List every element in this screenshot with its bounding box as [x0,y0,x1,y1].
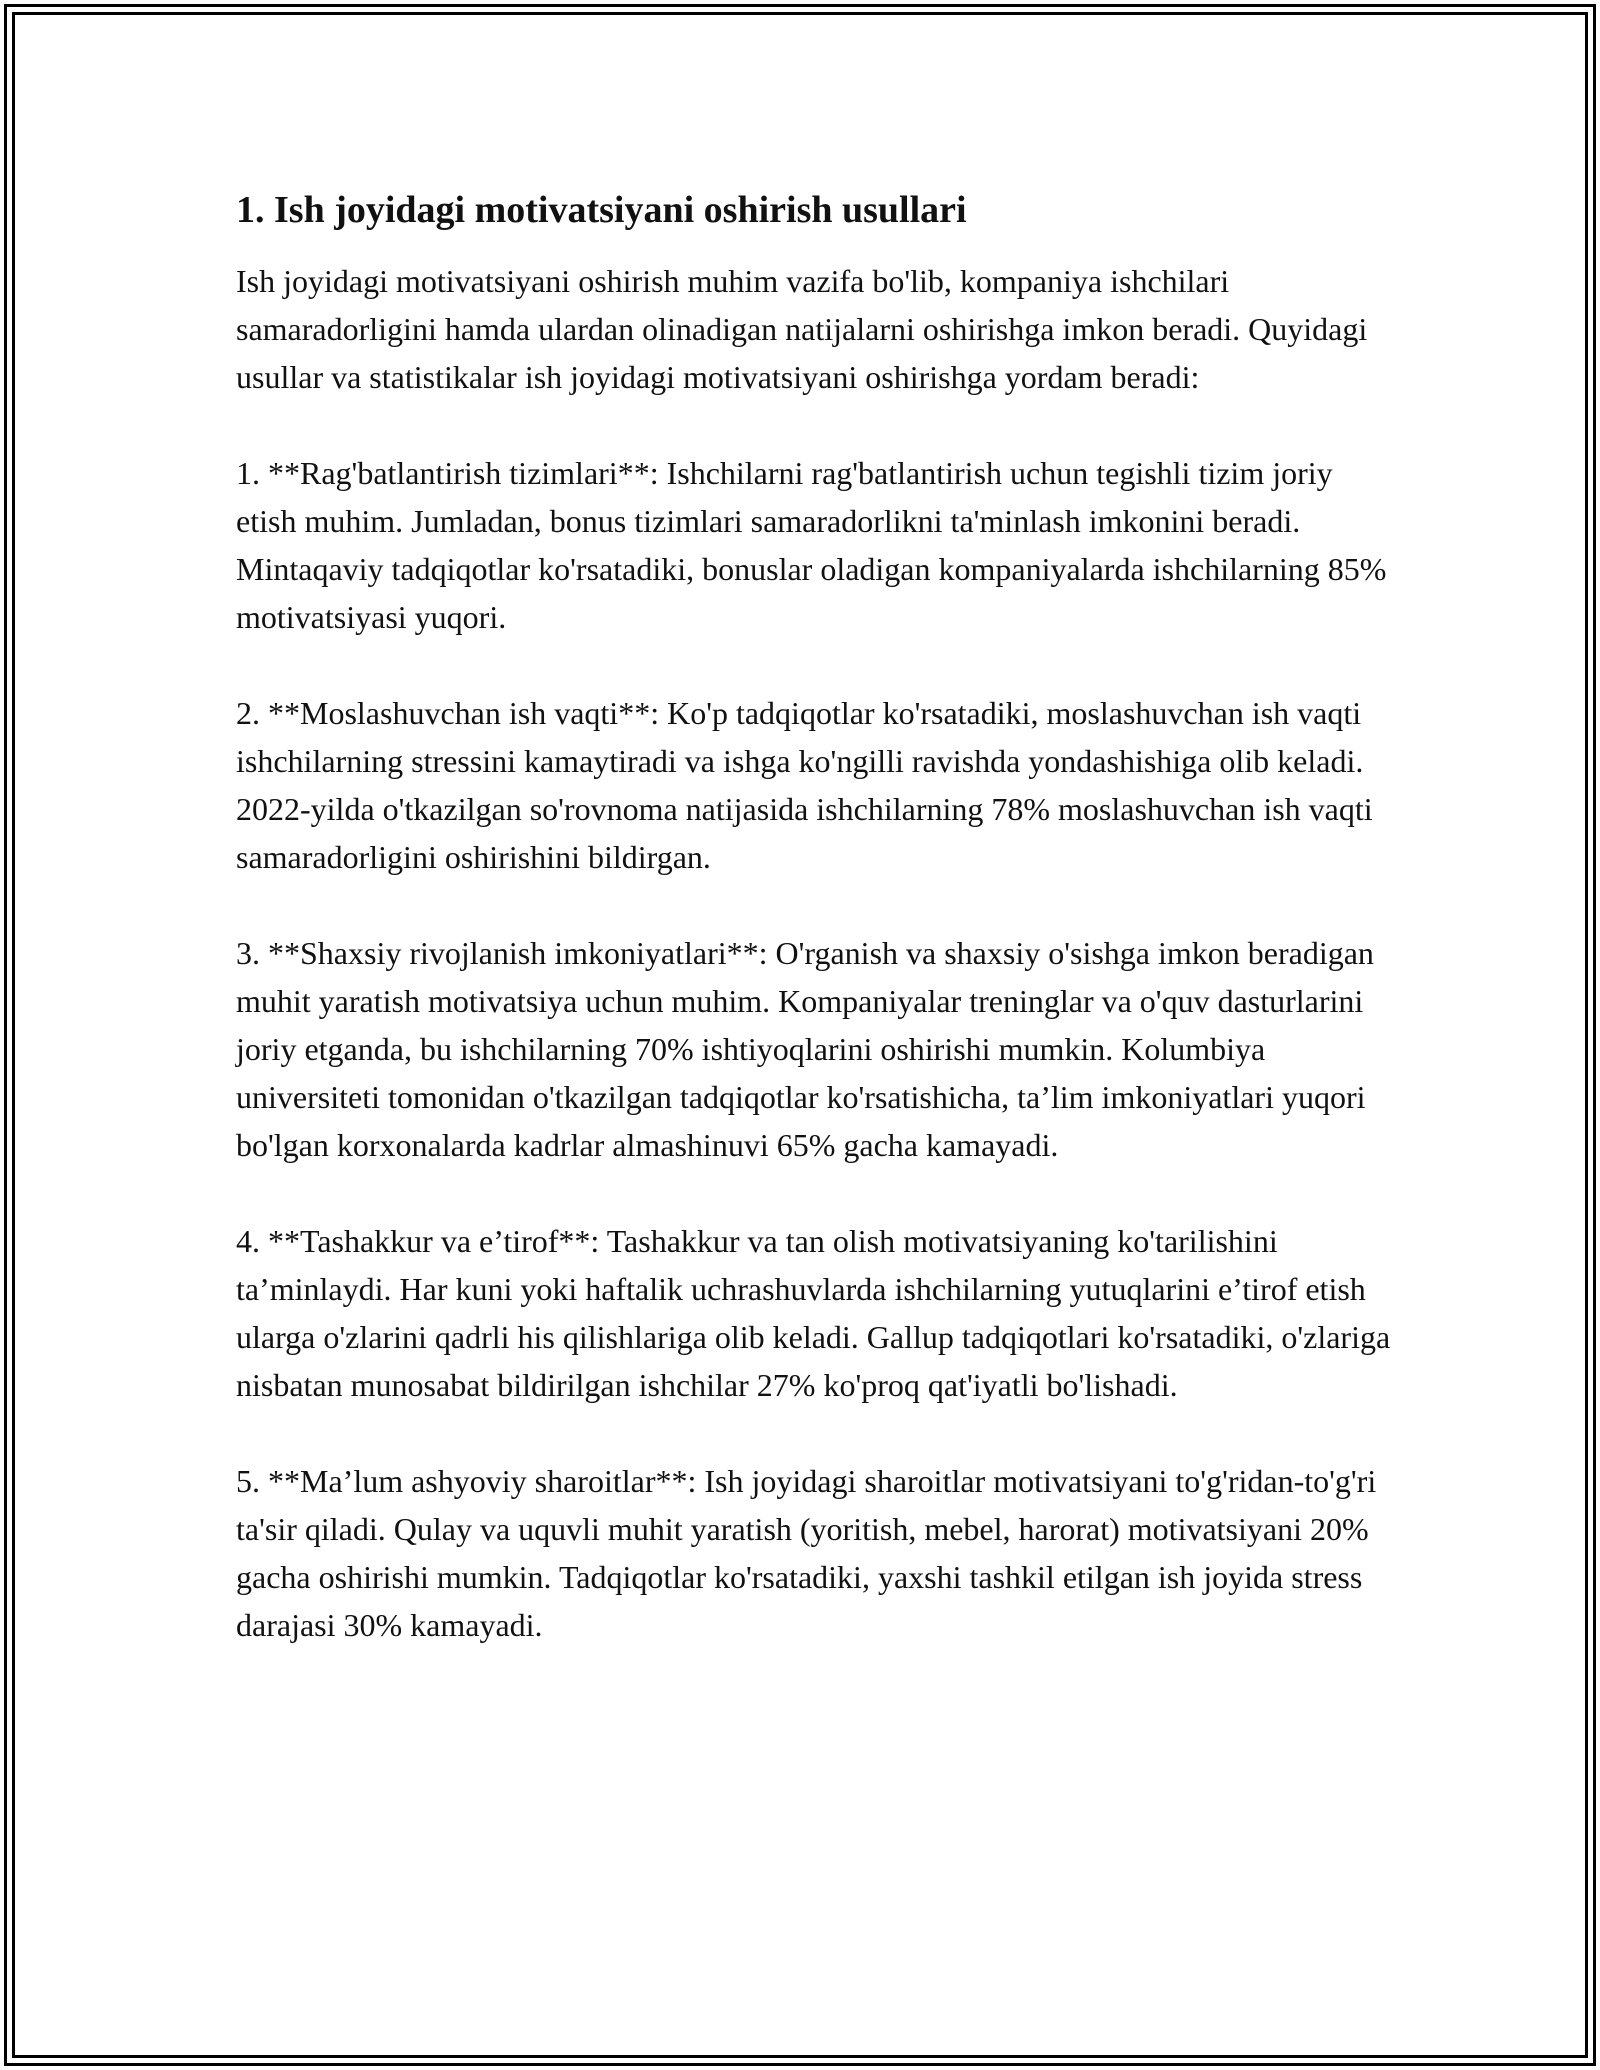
list-item-recognition: 4. **Tashakkur va e’tirof**: Tashakkur va tan olish motivatsiyaning ko'tarilishini ta’minlaydi. Har kuni yoki haftalik uchrashuvlarda ishchilarning yutuqlarini e’tirof etish ularga o'zlarini qadrli his qilishlariga olib keladi. Gallup tadqiqotlari ko'rsatadiki, o'zlariga nisbatan munosabat bildirilgan ishchilar 27% ko'proq qat'iyatli bo'lishadi. [236,1223,1391,1404]
section-heading: 1. Ish joyidagi motivatsiyani oshirish usullari [236,189,967,231]
list-item-incentive-systems: 1. **Rag'batlantirish tizimlari**: Ishchilarni rag'batlantirish uchun tegishli tizim joriy etish muhim. Jumladan, bonus tizimlari samaradorlikni ta'minlash imkonini beradi. Mintaqaviy tadqiqotlar ko'rsatadiki, bonuslar oladigan kompaniyalarda ishchilarning 85% motivatsiyasi yuqori. [236,455,1387,636]
intro-paragraph: Ish joyidagi motivatsiyani oshirish muhim vazifa bo'lib, kompaniya ishchilari samaradorligini hamda ulardan olinadigan natijalarni oshirishga imkon beradi. Quyidagi usullar va statistikalar ish joyidagi motivatsiyani oshirishga yordam beradi: [236,263,1368,396]
list-item-personal-development: 3. **Shaxsiy rivojlanish imkoniyatlari**: O'rganish va shaxsiy o'sishga imkon beradigan muhit yaratish motivatsiya uchun muhim. Kompaniyalar treninglar va o'quv dasturlarini joriy etganda, bu ishchilarning 70% ishtiyoqlarini oshirishi mumkin. Kolumbiya universiteti tomonidan o'tkazilgan tadqiqotlar ko'rsatishicha, ta’lim imkoniyatlari yuqori bo'lgan korxonalarda kadrlar almashinuvi 65% gacha kamayadi. [236,935,1374,1164]
document-body [236,186,1396,1697]
list-item-flexible-hours: 2. **Moslashuvchan ish vaqti**: Ko'p tadqiqotlar ko'rsatadiki, moslashuvchan ish vaqti ishchilarning stressini kamaytiradi va ishga ko'ngilli ravishda yondashishiga olib keladi. 2022-yilda o'tkazilgan so'rovnoma natijasida ishchilarning 78% moslashuvchan ish vaqti samaradorligini oshirishini bildirgan. [236,695,1373,876]
list-item-physical-conditions: 5. **Ma’lum ashyoviy sharoitlar**: Ish joyidagi sharoitlar motivatsiyani to'g'ridan-to'g'ri ta'sir qiladi. Qulay va uquvli muhit yaratish (yoritish, mebel, harorat) motivatsiyani 20% gacha oshirishi mumkin. Tadqiqotlar ko'rsatadiki, yaxshi tashkil etilgan ish joyida stress darajasi 30% kamayadi. [236,1463,1377,1644]
